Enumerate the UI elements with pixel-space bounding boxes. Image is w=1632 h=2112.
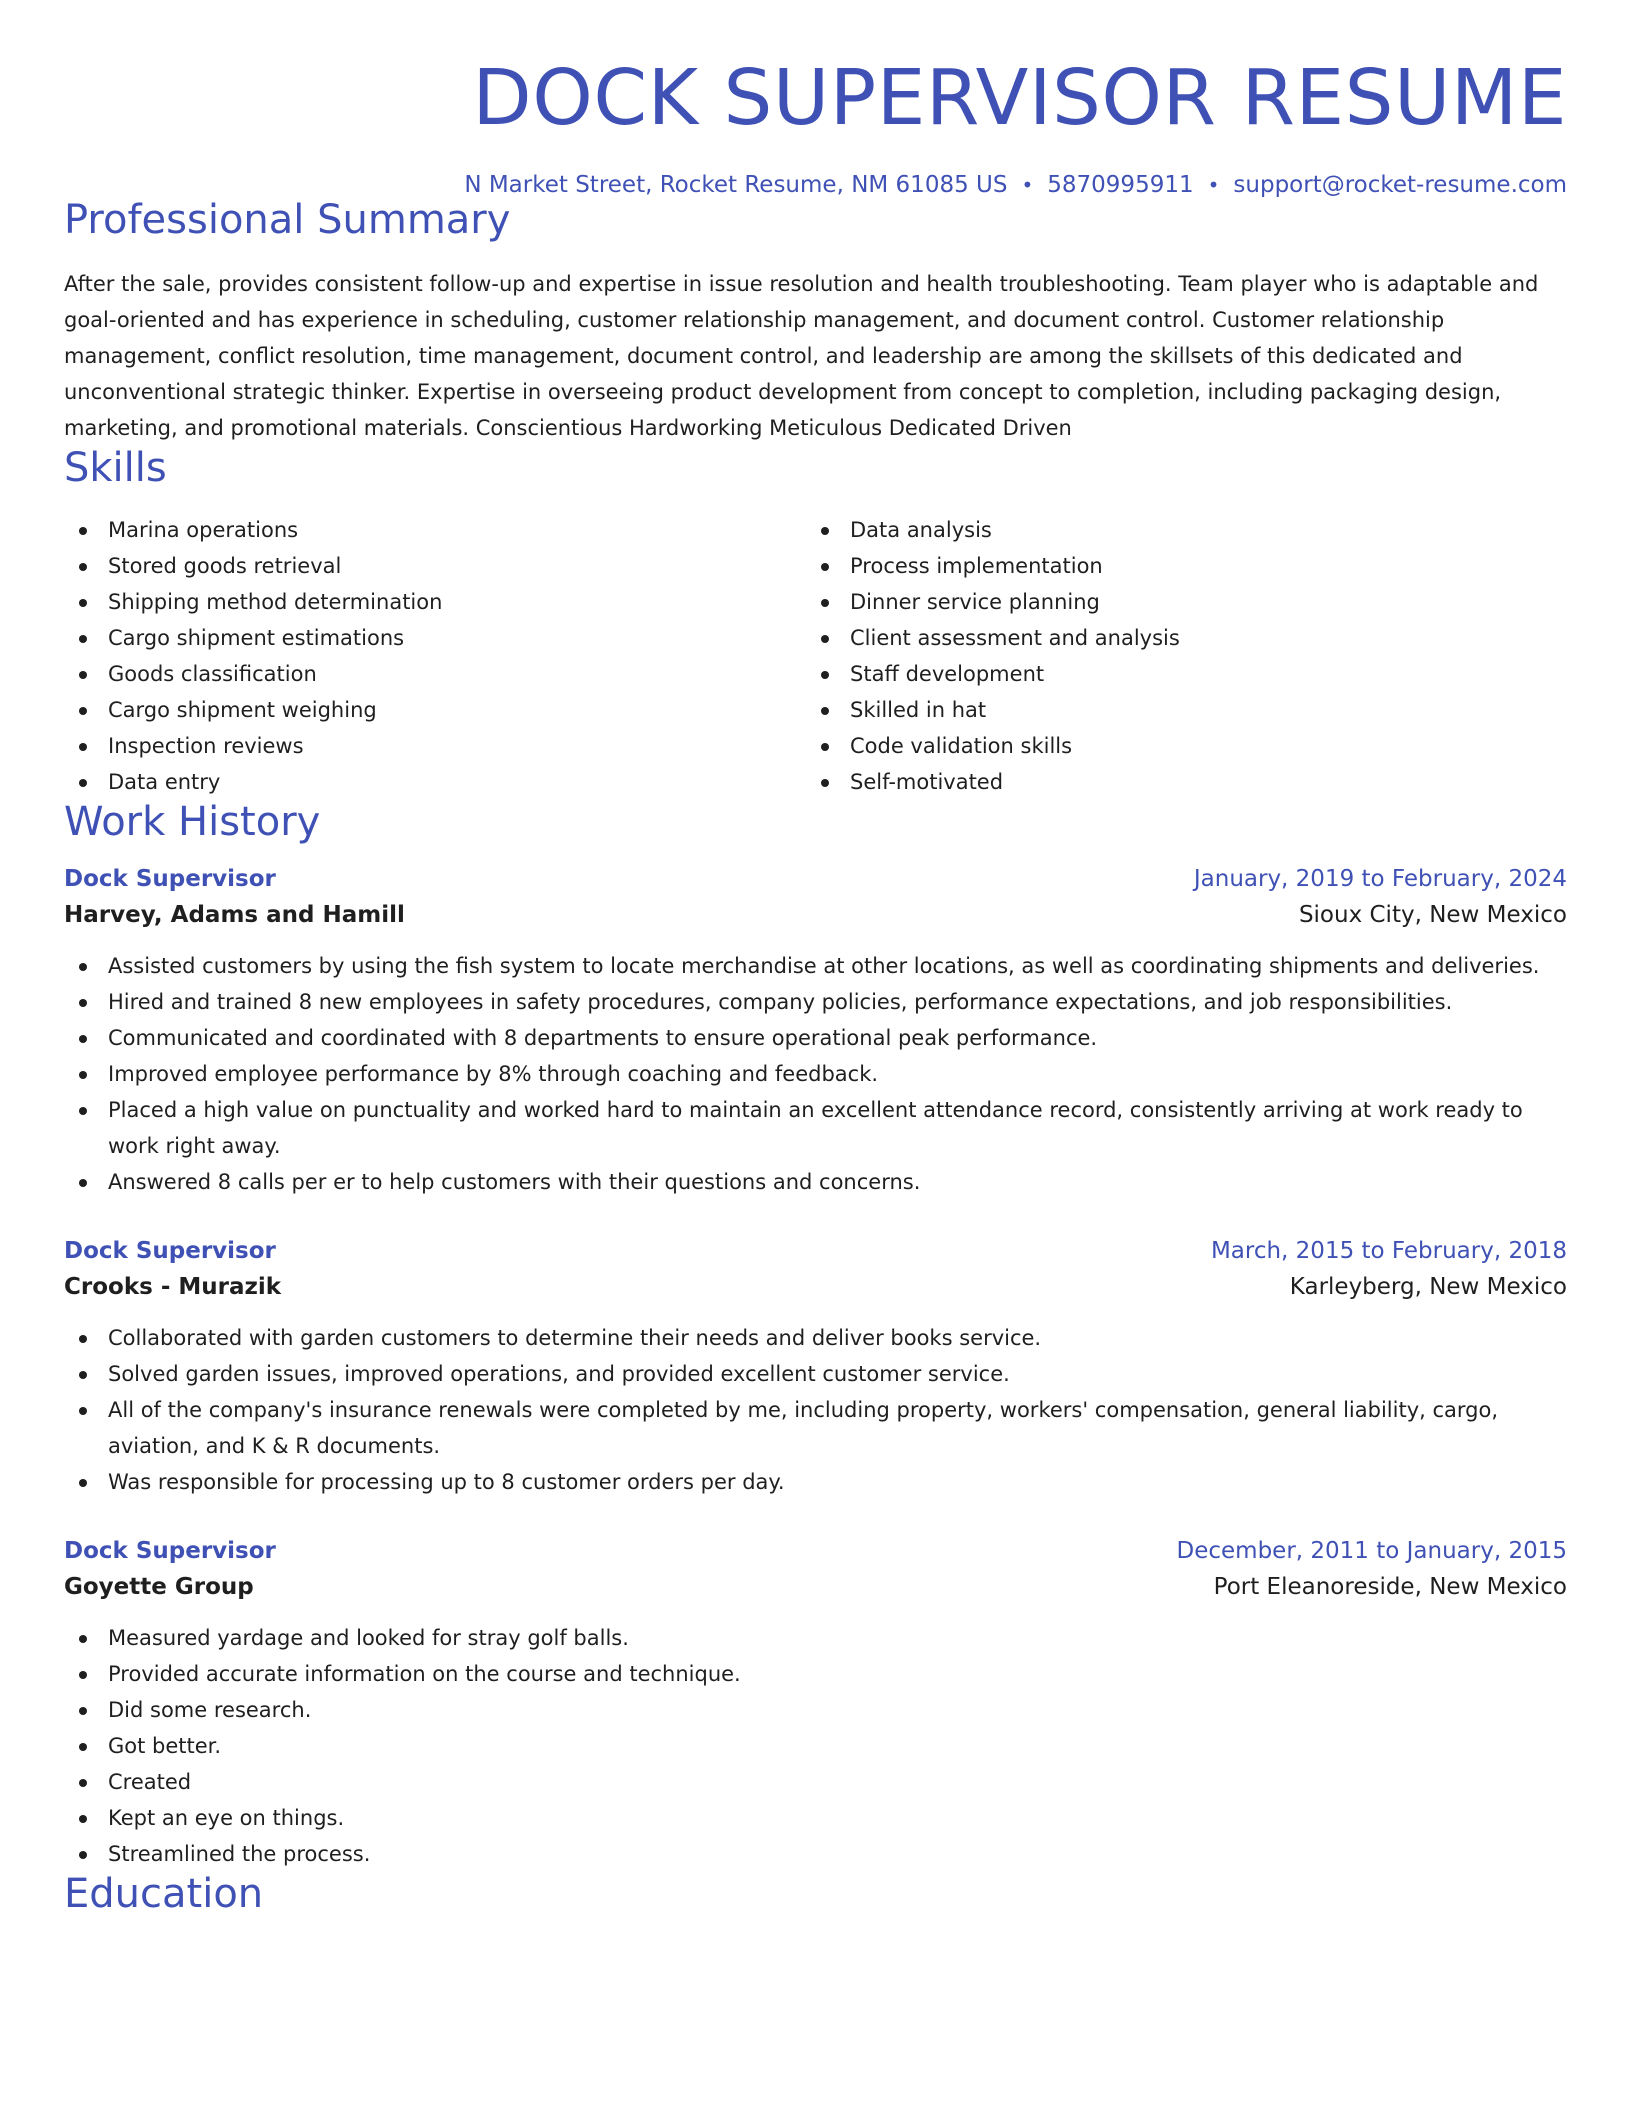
job-bullet-text: Was responsible for processing up to 8 customer orders per day.: [108, 1470, 785, 1494]
bullet-dot: [79, 1035, 87, 1043]
bullet-dot: [79, 1635, 87, 1643]
job-company-row: [64, 1274, 1567, 1300]
bullet-dot: [821, 671, 829, 679]
skill-label: Data analysis: [850, 518, 992, 542]
skill-item: [806, 512, 1548, 548]
job-bullet: [64, 1056, 1567, 1092]
job-bullet-text: Provided accurate information on the course and technique.: [108, 1662, 741, 1686]
skill-label: Cargo shipment weighing: [108, 698, 377, 722]
job-bullet-text: Measured yardage and looked for stray golf balls.: [108, 1626, 629, 1650]
job-location: Sioux City, New Mexico: [1298, 902, 1567, 928]
contact-address: N Market Street, Rocket Resume, NM 61085 US: [464, 172, 1008, 198]
job-bullet: [64, 1356, 1567, 1392]
skill-item: [64, 764, 806, 800]
job-bullet: [64, 1320, 1567, 1356]
bullet-dot: [79, 1407, 87, 1415]
job-bullet: [64, 1728, 1567, 1764]
job-title-row: [64, 1538, 1567, 1564]
bullet-dot: [79, 1779, 87, 1787]
bullet-dot: [821, 707, 829, 715]
skills-list: [64, 512, 1567, 800]
bullet-dot: [79, 779, 87, 787]
resume-page: [64, 0, 1567, 1916]
skill-item: [64, 728, 806, 764]
bullet-dot: [79, 1071, 87, 1079]
job-bullet-text: Got better.: [108, 1734, 222, 1758]
bullet-dot: [79, 1743, 87, 1751]
job-entry: [64, 1538, 1567, 1872]
bullet-dot: [79, 1107, 87, 1115]
job-bullet: [64, 1692, 1567, 1728]
bullet-dot: [79, 1815, 87, 1823]
job-bullet: [64, 1020, 1567, 1056]
skill-label: Marina operations: [108, 518, 299, 542]
job-bullet: [64, 948, 1567, 984]
job-bullet-text: Improved employee performance by 8% through coaching and feedback.: [108, 1062, 879, 1086]
skill-label: Code validation skills: [850, 734, 1073, 758]
job-bullets: [64, 1320, 1567, 1500]
skill-item: [64, 512, 806, 548]
skill-item: [64, 620, 806, 656]
bullet-dot: [821, 563, 829, 571]
skills-heading: Skills: [64, 445, 167, 491]
work-history-heading: Work History: [64, 799, 321, 845]
skills-column-right: [806, 512, 1548, 800]
skill-label: Stored goods retrieval: [108, 554, 342, 578]
bullet-dot: [79, 1851, 87, 1859]
bullet-dot: [79, 635, 87, 643]
bullet-dot: [79, 1671, 87, 1679]
job-bullet: [64, 1620, 1567, 1656]
bullet-dot: [821, 743, 829, 751]
skill-label: Inspection reviews: [108, 734, 304, 758]
job-company-row: [64, 902, 1567, 928]
bullet-dot: [79, 599, 87, 607]
skill-item: [806, 728, 1548, 764]
resume-title: DOCK SUPERVISOR RESUME: [472, 54, 1567, 143]
job-title: Dock Supervisor: [64, 1538, 276, 1564]
skill-label: Dinner service planning: [850, 590, 1100, 614]
bullet-separator: •: [1021, 173, 1034, 197]
bullet-dot: [79, 1479, 87, 1487]
skill-item: [806, 764, 1548, 800]
job-company: Goyette Group: [64, 1574, 254, 1600]
bullet-dot: [821, 635, 829, 643]
job-bullet-text: Solved garden issues, improved operations, and provided excellent customer service.: [108, 1362, 1010, 1386]
summary-text: After the sale, provides consistent follow-up and expertise in issue resolution and health troubleshooting. Team player who is adaptable and goal-oriented and has experience in scheduling, customer relationship management, and document control. Customer relationship management, conflict resolution, time management, document control, and leadership are among the skillsets of this dedicated and unconventional strategic thinker. Expertise in overseeing product development from concept to completion, including packaging design, marketing, and promotional materials. Conscientious Hardworking Meticulous Dedicated Driven: [64, 272, 1539, 440]
bullet-dot: [79, 527, 87, 535]
job-entry: [64, 866, 1567, 1200]
skill-label: Staff development: [850, 662, 1045, 686]
job-bullet-text: Created: [108, 1770, 192, 1794]
skill-label: Goods classification: [108, 662, 317, 686]
job-bullets: [64, 1620, 1567, 1872]
skill-label: Data entry: [108, 770, 221, 794]
job-bullet-text: Assisted customers by using the fish system to locate merchandise at other locations, as well as coordinating shipments and deliveries.: [108, 954, 1540, 978]
contact-phone: 5870995911: [1047, 172, 1194, 198]
skill-item: [64, 548, 806, 584]
skill-label: Shipping method determination: [108, 590, 443, 614]
bullet-dot: [79, 563, 87, 571]
job-bullet-text: Hired and trained 8 new employees in safety procedures, company policies, performance expectations, and job responsibilities.: [108, 990, 1453, 1014]
job-location: Port Eleanoreside, New Mexico: [1213, 1574, 1567, 1600]
bullet-dot: [79, 1335, 87, 1343]
skill-label: Cargo shipment estimations: [108, 626, 405, 650]
bullet-separator: •: [1207, 173, 1220, 197]
bullet-dot: [79, 1371, 87, 1379]
skills-column-left: [64, 512, 806, 800]
job-bullet-text: All of the company's insurance renewals were completed by me, including property, workers' compensation, general liability, cargo, aviation, and K & R documents.: [108, 1398, 1498, 1458]
bullet-dot: [821, 527, 829, 535]
job-location: Karleyberg, New Mexico: [1289, 1274, 1567, 1300]
job-company-row: [64, 1574, 1567, 1600]
skill-item: [806, 656, 1548, 692]
skill-label: Client assessment and analysis: [850, 626, 1180, 650]
job-title-row: [64, 1238, 1567, 1264]
job-bullet: [64, 1764, 1567, 1800]
job-bullets: [64, 948, 1567, 1200]
job-dates: January, 2019 to February, 2024: [1193, 866, 1567, 892]
job-bullet-text: Did some research.: [108, 1698, 312, 1722]
bullet-dot: [79, 1179, 87, 1187]
bullet-dot: [79, 671, 87, 679]
job-title-row: [64, 866, 1567, 892]
skill-label: Self-motivated: [850, 770, 1004, 794]
job-bullet: [64, 1392, 1567, 1464]
bullet-dot: [79, 743, 87, 751]
skill-item: [806, 692, 1548, 728]
skill-label: Skilled in hat: [850, 698, 987, 722]
job-bullet-text: Collaborated with garden customers to determine their needs and deliver books service.: [108, 1326, 1042, 1350]
job-bullet: [64, 984, 1567, 1020]
skill-label: Process implementation: [850, 554, 1103, 578]
bullet-dot: [79, 999, 87, 1007]
job-company: Crooks - Murazik: [64, 1274, 282, 1300]
contact-email: support@rocket-resume.com: [1233, 172, 1567, 198]
bullet-dot: [821, 599, 829, 607]
job-bullet-text: Answered 8 calls per er to help customers with their questions and concerns.: [108, 1170, 921, 1194]
job-dates: March, 2015 to February, 2018: [1210, 1238, 1567, 1264]
summary-heading: Professional Summary: [64, 197, 511, 243]
job-title: Dock Supervisor: [64, 866, 276, 892]
skill-item: [64, 584, 806, 620]
skill-item: [806, 584, 1548, 620]
bullet-dot: [79, 963, 87, 971]
job-bullet-text: Streamlined the process.: [108, 1842, 371, 1866]
job-title: Dock Supervisor: [64, 1238, 276, 1264]
job-bullet-text: Kept an eye on things.: [108, 1806, 345, 1830]
job-bullet: [64, 1092, 1567, 1164]
job-bullet-text: Communicated and coordinated with 8 departments to ensure operational peak performance.: [108, 1026, 1098, 1050]
skill-item: [64, 692, 806, 728]
bullet-dot: [821, 779, 829, 787]
education-heading: Education: [64, 1871, 264, 1917]
job-bullet: [64, 1836, 1567, 1872]
job-bullet: [64, 1164, 1567, 1200]
bullet-dot: [79, 707, 87, 715]
job-bullet: [64, 1656, 1567, 1692]
skill-item: [806, 548, 1548, 584]
job-bullet: [64, 1800, 1567, 1836]
job-entry: [64, 1238, 1567, 1500]
bullet-dot: [79, 1707, 87, 1715]
job-dates: December, 2011 to January, 2015: [1176, 1538, 1567, 1564]
contact-line: [64, 172, 1567, 198]
job-bullet: [64, 1464, 1567, 1500]
job-company: Harvey, Adams and Hamill: [64, 902, 405, 928]
job-bullet-text: Placed a high value on punctuality and worked hard to maintain an excellent attendance record, consistently arriving at work ready to work right away.: [108, 1098, 1523, 1158]
skill-item: [64, 656, 806, 692]
skill-item: [806, 620, 1548, 656]
